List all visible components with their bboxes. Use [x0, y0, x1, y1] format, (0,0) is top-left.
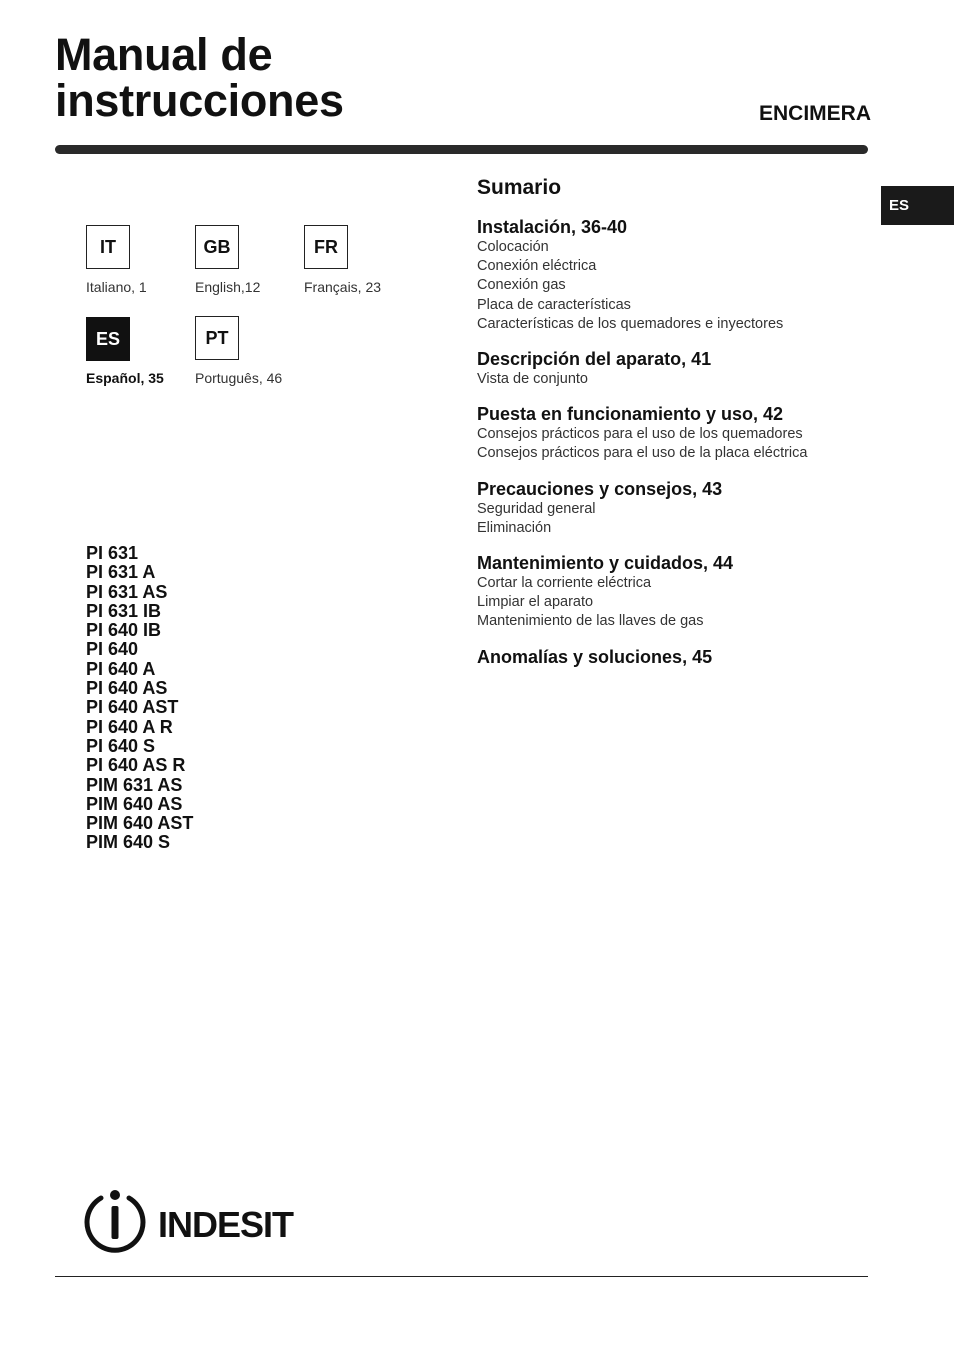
- toc-section-mantenimiento: [477, 552, 877, 632]
- language-box-pt[interactable]: PT: [195, 316, 239, 360]
- toc-item[interactable]: Eliminación: [477, 519, 552, 536]
- title-line-2: instrucciones: [55, 75, 344, 126]
- language-label-fr[interactable]: Français, 23: [304, 279, 382, 295]
- table-of-contents: [477, 176, 877, 682]
- model-item: PI 631: [86, 543, 139, 563]
- language-label-it[interactable]: Italiano, 1: [86, 279, 147, 295]
- model-item: PIM 631 AS: [86, 774, 183, 795]
- toc-heading[interactable]: Precauciones y consejos, 43: [477, 478, 723, 499]
- toc-item[interactable]: Mantenimiento de las llaves de gas: [477, 613, 704, 630]
- model-item: PI 631 A: [86, 562, 156, 583]
- model-item: PI 640 AST: [86, 697, 179, 718]
- toc-section-precauciones: [477, 478, 877, 538]
- model-item: PI 640 A R: [86, 716, 173, 737]
- model-item: PIM 640 AST: [86, 813, 194, 834]
- model-item: PI 640 A: [86, 658, 156, 679]
- model-item: PIM 640 S: [86, 832, 171, 853]
- title-line-1: Manual de: [55, 29, 273, 80]
- toc-heading[interactable]: Descripción del aparato, 41: [477, 349, 712, 370]
- logo-wordmark: INDESIT: [158, 1204, 294, 1245]
- toc-item[interactable]: Vista de conjunto: [477, 371, 588, 388]
- model-item: PI 631 AS: [86, 581, 168, 602]
- model-item: PIM 640 AS: [86, 793, 183, 814]
- toc-item[interactable]: Conexión gas: [477, 277, 566, 294]
- toc-item[interactable]: Seguridad general: [477, 500, 596, 517]
- language-label-es[interactable]: Español, 35: [86, 370, 164, 386]
- toc-heading[interactable]: Anomalías y soluciones, 45: [477, 646, 713, 667]
- model-item: PI 640: [86, 639, 139, 660]
- toc-section-anomalias: [477, 646, 877, 668]
- toc-item[interactable]: Cortar la corriente eléctrica: [477, 575, 652, 592]
- toc-item[interactable]: Consejos prácticos para el uso de la placa eléctrica: [477, 445, 808, 462]
- toc-item[interactable]: Colocación: [477, 239, 549, 255]
- product-category: ENCIMERA: [759, 102, 872, 125]
- model-item: PI 631 IB: [86, 600, 162, 621]
- toc-section-puesta-en-funcionamiento: [477, 403, 877, 463]
- language-box-gb[interactable]: GB: [195, 225, 239, 269]
- toc-heading[interactable]: Mantenimiento y cuidados, 44: [477, 553, 734, 574]
- toc-title: Sumario: [477, 176, 562, 199]
- footer-divider: [55, 1276, 868, 1277]
- toc-heading[interactable]: Instalación, 36-40: [477, 217, 628, 237]
- language-box-fr[interactable]: FR: [304, 225, 348, 269]
- toc-heading[interactable]: Puesta en funcionamiento y uso, 42: [477, 404, 784, 425]
- header-divider: [55, 145, 868, 154]
- language-side-tab: ES: [881, 186, 954, 225]
- model-item: PI 640 AS: [86, 678, 168, 699]
- toc-item[interactable]: Conexión eléctrica: [477, 258, 597, 275]
- language-box-es[interactable]: ES: [86, 317, 130, 361]
- page-title: [55, 29, 344, 126]
- indesit-logo-icon: [84, 1186, 324, 1256]
- language-label-pt[interactable]: Português, 46: [195, 370, 283, 386]
- model-list: [86, 544, 193, 853]
- toc-item[interactable]: Consejos prácticos para el uso de los quemadores: [477, 426, 803, 443]
- toc-section-instalacion: [477, 216, 877, 334]
- toc-item[interactable]: Limpiar el aparato: [477, 594, 594, 611]
- indesit-logo: [84, 1186, 324, 1261]
- model-item: PI 640 AS R: [86, 755, 186, 776]
- toc-section-descripcion: [477, 348, 877, 389]
- model-item: PI 640 IB: [86, 620, 162, 641]
- language-label-gb[interactable]: English,12: [195, 279, 261, 295]
- model-item: PI 640 S: [86, 735, 156, 756]
- language-box-it[interactable]: IT: [86, 225, 130, 269]
- toc-item[interactable]: Características de los quemadores e inyectores: [477, 315, 784, 332]
- toc-item[interactable]: Placa de características: [477, 296, 631, 313]
